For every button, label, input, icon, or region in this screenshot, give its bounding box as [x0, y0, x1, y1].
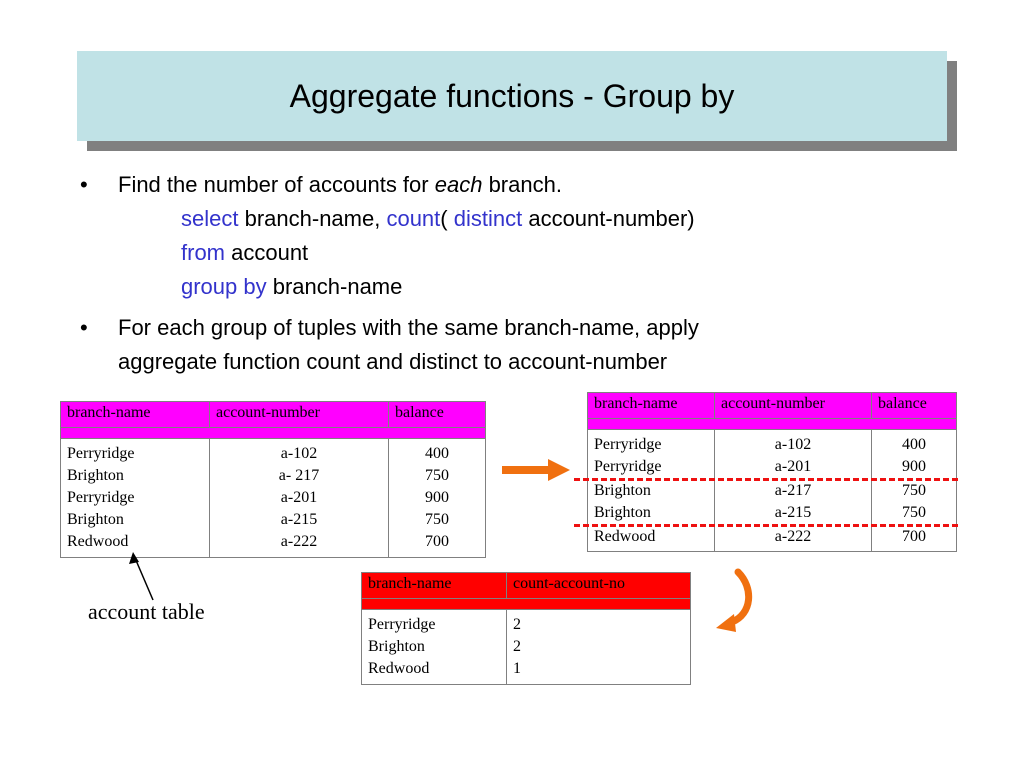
grouped-table [587, 392, 957, 552]
header-account-number: account-number [210, 402, 389, 428]
bullet-2-marker: • [80, 315, 88, 340]
branch-cell: Redwood [588, 525, 715, 552]
query-line-2 [181, 236, 308, 270]
branch-cell: Perryridge [588, 456, 715, 479]
bullet-1-text-after: branch. [482, 172, 562, 197]
query-text: branch-name, [238, 206, 387, 231]
query-text: account [225, 240, 309, 265]
account-cell: a-102 [715, 430, 872, 457]
result-counts: 2 2 1 [507, 610, 691, 685]
account-numbers: a-102 a- 217 a-201 a-215 a-222 [210, 439, 389, 558]
bullet-1-marker: • [80, 172, 88, 197]
bullet-2-line-1: For each group of tuples with the same branch-name, apply [118, 315, 699, 340]
table-row [588, 479, 957, 502]
balance-cell: 750 [872, 479, 957, 502]
title-box [77, 51, 947, 141]
balance-cell: 900 [872, 456, 957, 479]
query-line-1 [181, 202, 695, 236]
account-balances: 400 750 900 750 700 [389, 439, 486, 558]
keyword-group-by: group by [181, 274, 267, 299]
group-separator-2 [574, 524, 958, 527]
account-cell: a-222 [715, 525, 872, 552]
header-balance: balance [872, 393, 957, 419]
keyword-from: from [181, 240, 225, 265]
bullet-2 [80, 311, 699, 379]
branch-cell: Perryridge [588, 430, 715, 457]
curved-arrow-icon [712, 568, 754, 634]
query-text: ( [440, 206, 454, 231]
table-row [588, 525, 957, 552]
query-line-3 [181, 270, 402, 304]
account-cell: a-201 [715, 456, 872, 479]
keyword-count: count [386, 206, 441, 231]
pointer-arrow-icon [125, 552, 165, 604]
slide-title: Aggregate functions - Group by [289, 77, 735, 114]
account-branch-names: Perryridge Brighton Perryridge Brighton Redwood [61, 439, 210, 558]
bullet-2-line-2: aggregate function count and distinct to account-number [118, 349, 668, 374]
branch-cell: Brighton [588, 479, 715, 502]
keyword-select: select [181, 206, 239, 231]
query-text: account-number) [522, 206, 695, 231]
table-row [588, 502, 957, 525]
query-text: branch-name [266, 274, 403, 299]
header-account-number: account-number [715, 393, 872, 419]
header-branch-name: branch-name [61, 402, 210, 428]
header-balance: balance [389, 402, 486, 428]
branch-cell: Brighton [588, 502, 715, 525]
account-table-caption: account table [88, 599, 205, 624]
table-row [588, 456, 957, 479]
account-cell: a-217 [715, 479, 872, 502]
header-count-account-no: count-account-no [507, 573, 691, 599]
balance-cell: 400 [872, 430, 957, 457]
group-separator-1 [574, 478, 958, 481]
right-arrow-icon [500, 457, 572, 483]
balance-cell: 700 [872, 525, 957, 552]
bullet-1-text-before: Find the number of accounts for [118, 172, 435, 197]
balance-cell: 750 [872, 502, 957, 525]
keyword-distinct: distinct [453, 206, 523, 231]
table-row [588, 430, 957, 457]
bullet-1 [80, 168, 562, 202]
header-branch-name: branch-name [362, 573, 507, 599]
result-table [361, 572, 691, 685]
account-table [60, 401, 486, 558]
result-branch-names: Perryridge Brighton Redwood [362, 610, 507, 685]
header-branch-name: branch-name [588, 393, 715, 419]
bullet-1-emphasis: each [434, 172, 483, 197]
account-cell: a-215 [715, 502, 872, 525]
